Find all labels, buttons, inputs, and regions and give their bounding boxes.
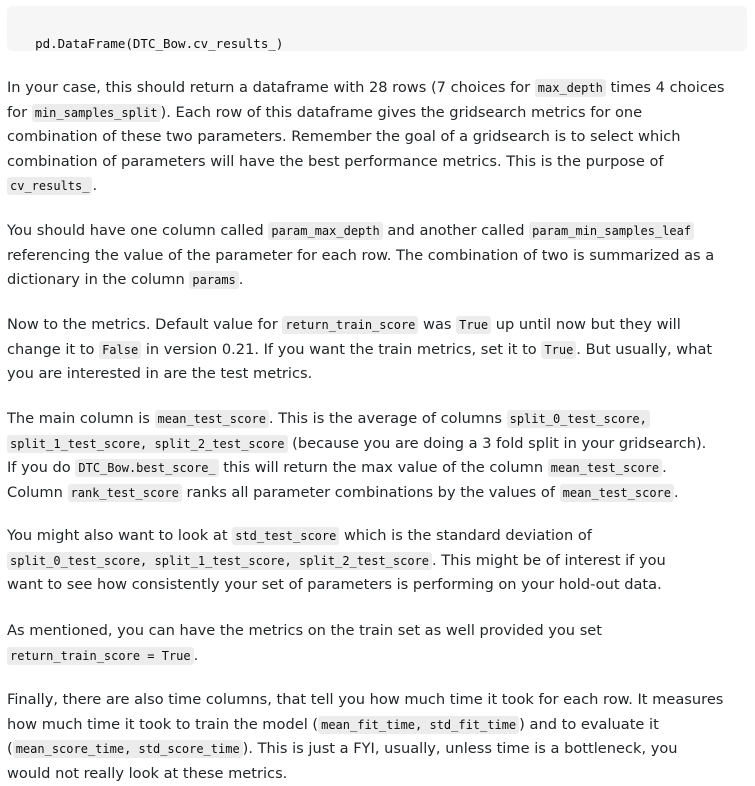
text-line <box>7 150 753 175</box>
text-line <box>7 737 753 762</box>
inline-code: False <box>99 341 141 359</box>
text-run: in version 0.21. If you want the train metrics, set it to <box>141 341 541 358</box>
inline-code: cv_results_ <box>7 177 92 195</box>
paragraph-mean-test-score <box>7 407 753 505</box>
code-block-text: pd.DataFrame(DTC_Bow.cv_results_) <box>35 36 283 51</box>
text-line <box>7 713 753 738</box>
text-run: for <box>7 104 32 121</box>
text-line <box>7 762 753 786</box>
text-run: You should have one column called <box>7 222 268 239</box>
text-line <box>7 524 753 549</box>
text-run: The main column is <box>7 410 155 427</box>
text-run: You might also want to look at <box>7 527 232 544</box>
text-run: . <box>92 177 97 194</box>
text-run: how much time it took to train the model ( <box>7 716 318 733</box>
text-line <box>7 219 753 244</box>
inline-code: max_depth <box>535 79 606 97</box>
text-run: If you do <box>7 459 75 476</box>
text-run: . <box>662 459 667 476</box>
text-run: want to see how consistently your set of parameters is performing on your hold-out data. <box>7 576 662 593</box>
paragraph-time-columns <box>7 688 753 786</box>
paragraph-train-score <box>7 313 753 387</box>
text-line <box>7 125 753 150</box>
text-run: which is the standard deviation of <box>339 527 592 544</box>
text-run: and another called <box>383 222 529 239</box>
text-line <box>7 456 753 481</box>
text-line <box>7 76 753 101</box>
text-line <box>7 432 753 457</box>
text-run: was <box>418 316 456 333</box>
code-block <box>7 6 747 51</box>
text-run: Column <box>7 484 68 501</box>
inline-code: std_test_score <box>232 527 339 545</box>
text-run: times 4 choices <box>606 79 725 96</box>
text-line <box>7 313 753 338</box>
text-line <box>7 407 753 432</box>
text-line <box>7 244 753 269</box>
text-run: . But usually, what <box>576 341 712 358</box>
text-run: ). Each row of this dataframe gives the gridsearch metrics for one <box>161 104 643 121</box>
paragraph-train-metrics <box>7 619 753 668</box>
text-run: dictionary in the column <box>7 271 189 288</box>
inline-code: mean_test_score <box>560 484 674 502</box>
paragraph-param-columns <box>7 219 753 293</box>
inline-code: split_1_test_score, split_2_test_score <box>7 435 288 453</box>
inline-code: mean_score_time, std_score_time <box>13 740 243 758</box>
paragraph-dataframe-rows <box>7 76 753 199</box>
text-line <box>7 688 753 713</box>
text-run: . This might be of interest if you <box>432 552 666 569</box>
text-line <box>7 619 753 644</box>
text-run: would not really look at these metrics. <box>7 765 287 782</box>
text-run: . <box>239 271 244 288</box>
text-line <box>7 573 753 598</box>
text-line <box>7 362 753 387</box>
text-run: combination of these two parameters. Remember the goal of a gridsearch is to select which <box>7 128 681 145</box>
inline-code: params <box>189 271 238 289</box>
inline-code: True <box>456 316 491 334</box>
inline-code: return_train_score <box>282 316 418 334</box>
inline-code: param_min_samples_leaf <box>529 222 694 240</box>
text-run: this will return the max value of the column <box>219 459 548 476</box>
text-run: you are interested in are the test metrics. <box>7 365 312 382</box>
inline-code: rank_test_score <box>68 484 182 502</box>
text-run: change it to <box>7 341 99 358</box>
text-run: combination of parameters will have the best performance metrics. This is the purpose of <box>7 153 664 170</box>
text-run: (because you are doing a 3 fold split in your gridsearch). <box>288 435 707 452</box>
inline-code: mean_test_score <box>155 410 269 428</box>
text-run: Now to the metrics. Default value for <box>7 316 282 333</box>
text-run: . This is the average of columns <box>269 410 507 427</box>
inline-code: min_samples_split <box>32 104 161 122</box>
text-line <box>7 268 753 293</box>
inline-code: split_0_test_score, split_1_test_score, split_2_test_score <box>7 552 432 570</box>
text-run: ranks all parameter combinations by the values of <box>182 484 560 501</box>
inline-code: return_train_score = True <box>7 647 194 665</box>
text-run: As mentioned, you can have the metrics on the train set as well provided you set <box>7 622 602 639</box>
text-line <box>7 549 753 574</box>
text-run: ) and to evaluate it <box>519 716 659 733</box>
text-line <box>7 174 753 199</box>
inline-code: True <box>541 341 576 359</box>
text-run: referencing the value of the parameter for each row. The combination of two is summarized as a <box>7 247 714 264</box>
inline-code: param_max_depth <box>268 222 382 240</box>
inline-code: mean_fit_time, std_fit_time <box>318 716 519 734</box>
text-run: ( <box>7 740 13 757</box>
inline-code: DTC_Bow.best_score_ <box>75 459 218 477</box>
text-line <box>7 481 753 506</box>
text-run: . <box>194 647 199 664</box>
text-run: . <box>674 484 679 501</box>
text-run: up until now but they will <box>491 316 681 333</box>
text-line <box>7 101 753 126</box>
text-line <box>7 644 753 669</box>
text-line <box>7 338 753 363</box>
text-run: ). This is just a FYI, usually, unless time is a bottleneck, you <box>243 740 678 757</box>
paragraph-std-test-score <box>7 524 753 598</box>
text-run: Finally, there are also time columns, that tell you how much time it took for each row. It measures <box>7 691 723 708</box>
inline-code: split_0_test_score, <box>507 410 650 428</box>
text-run: In your case, this should return a dataframe with 28 rows (7 choices for <box>7 79 535 96</box>
inline-code: mean_test_score <box>548 459 662 477</box>
